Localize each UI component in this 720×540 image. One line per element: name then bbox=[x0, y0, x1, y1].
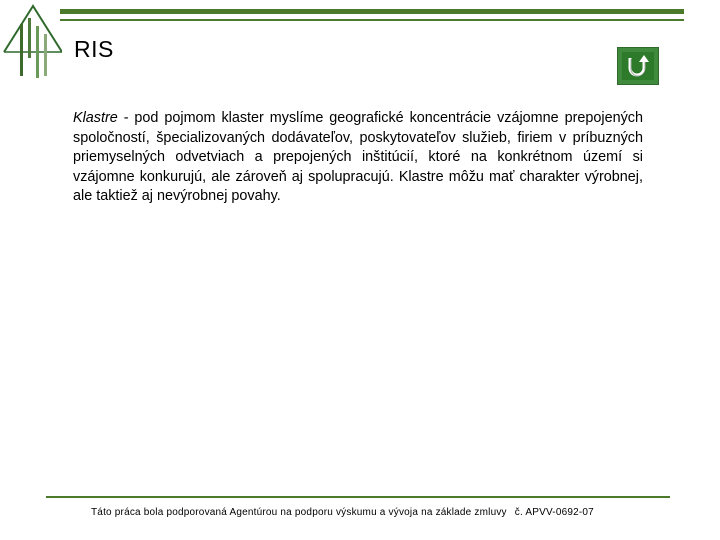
definition-term: Klastre bbox=[73, 110, 118, 126]
definition-paragraph bbox=[73, 109, 643, 207]
footer-text: Táto práca bola podporovaná Agentúrou na podporu výskumu a vývoja na základe zmluvy bbox=[91, 507, 507, 518]
footer-rule bbox=[46, 496, 670, 498]
definition-text: - pod pojmom klaster myslíme geografické koncentrácie vzájomne prepojených spoločností, špecializovaných dodávateľov, poskytovateľov služieb, firiem v príbuzných priemyselných odvetviach a prepojených inštitúcií, ktoré na konkrétnom území si vzájomne konkurujú, ale zároveň aj spolupracujú. Klastre môžu mať charakter výrobnej, ale taktiež aj nevýrobnej povahy. bbox=[73, 110, 643, 205]
header-rule-thin bbox=[60, 19, 684, 21]
header-rule bbox=[60, 9, 684, 14]
return-button[interactable] bbox=[617, 47, 659, 85]
contract-number: č. APVV-0692-07 bbox=[514, 507, 594, 518]
logo-icon bbox=[2, 4, 62, 78]
return-arrow-icon bbox=[625, 54, 651, 78]
logo bbox=[2, 4, 62, 78]
page-title: RIS bbox=[74, 36, 114, 62]
footer bbox=[91, 507, 594, 518]
return-button-face bbox=[622, 52, 654, 80]
